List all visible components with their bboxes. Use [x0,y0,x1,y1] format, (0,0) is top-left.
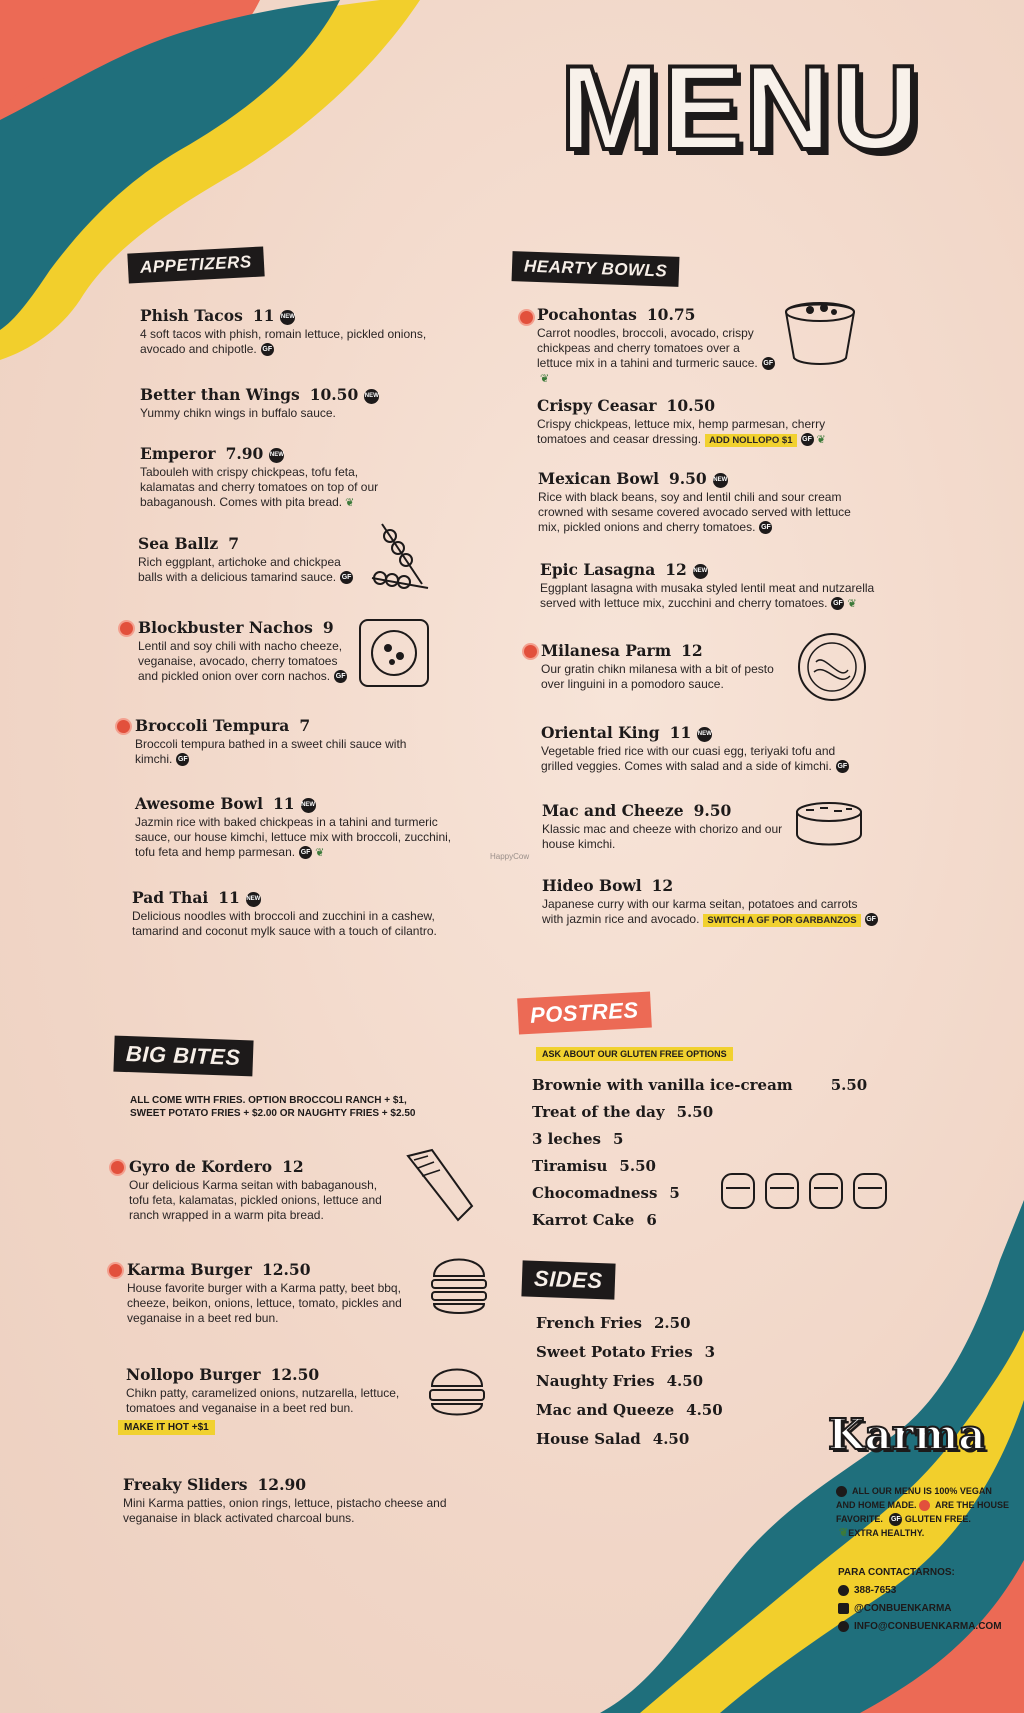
item-desc: Our delicious Karma seitan with babaganoush, tofu feta, kalamatas, pickled onions, lettuce and ranch wrapped in a warm pita bread. [129,1178,382,1222]
gluten-free-icon: GF [801,433,814,446]
new-badge-icon: NEW [246,892,261,907]
item-price: 12.50 [270,1365,320,1384]
house-favorite-icon [524,645,537,658]
dessert-item [532,1184,680,1202]
item-name: Tiramisu [532,1157,608,1175]
item-name: Crispy Ceasar [537,396,657,415]
gluten-free-icon: GF [762,357,775,370]
new-badge-icon: NEW [693,564,708,579]
item-price: 3 [704,1343,716,1361]
menu-item-oriental-king [541,723,871,774]
item-price: 12 [665,560,687,579]
item-name: Milanesa Parm [541,641,672,660]
item-desc: Rice with black beans, soy and lentil chili and sour cream crowned with sesame covered avocado served with lettuce mix, pickled onions and cherry tomatoes. [538,490,851,534]
dessert-item [532,1211,657,1229]
menu-item-phish-tacos [140,306,470,357]
item-price: 5 [612,1130,624,1148]
menu-item-crispy-ceasar [537,396,867,448]
item-name: Sweet Potato Fries [536,1343,693,1361]
item-price: 2.50 [653,1314,691,1332]
item-desc: Vegetable fried rice with our cuasi egg, teriyaki tofu and grilled veggies. Comes with salad and a side of kimchi. [541,744,836,773]
item-name: Karma Burger [127,1260,252,1279]
item-name: Awesome Bowl [135,794,263,813]
item-desc: Jazmin rice with baked chickpeas in a tahini and turmeric sauce, our house kimchi, lettuce mix with broccoli, zucchini, tofu feta and hemp parmesan. [135,815,452,859]
item-price: 4.50 [686,1401,723,1419]
leaf-icon: ❦ [839,1527,849,1540]
item-desc: Broccoli tempura bathed in a sweet chili sauce with kimchi. [135,737,407,766]
item-name: Nollopo Burger [126,1365,261,1384]
item-price: 7 [299,716,311,735]
item-desc: Chikn patty, caramelized onions, nutzarella, lettuce, tomatoes and veganaise in a beet red bun. [126,1386,400,1415]
new-badge-icon: NEW [697,727,712,742]
item-name: Mac and Queeze [536,1401,675,1419]
side-item [536,1343,715,1361]
item-name: Hideo Bowl [542,876,642,895]
house-favorite-icon [117,720,130,733]
menu-item-karma-burger [127,1260,457,1326]
item-price: 11 [218,888,240,907]
item-name: House Salad [536,1430,641,1448]
skewer-balls-icon [368,520,434,592]
instagram-handle: @CONBUENKARMA [854,1603,952,1614]
item-price: 12.50 [261,1260,311,1279]
legend-line-2: AND HOME MADE. [836,1500,917,1510]
item-price: 6 [646,1211,657,1229]
gluten-free-icon: GF [889,1513,902,1526]
side-item [536,1372,703,1390]
sides-label: SIDES [521,1260,615,1299]
item-price: 9.50 [693,801,732,820]
item-desc: Delicious noodles with broccoli and zucchini in a cashew, tamarind and coconut mylk sauce with a touch of cilantro. [132,909,437,938]
new-badge-icon: NEW [713,473,728,488]
gluten-free-icon: GF [836,760,849,773]
gluten-free-icon: GF [865,913,878,926]
big-bites-note-line-1: ALL COME WITH FRIES. OPTION BROCCOLI RANCH + $1, [130,1095,407,1106]
house-favorite-icon [919,1500,930,1511]
side-item [536,1314,691,1332]
item-desc: Our gratin chikn milanesa with a bit of pesto over linguini in a pomodoro sauce. [541,662,774,691]
item-name: Karrot Cake [532,1211,635,1229]
leaf-icon: ❦ [816,434,826,446]
item-desc: Japanese curry with our karma seitan, potatoes and carrots with jazmin rice and avocado. [542,897,858,926]
add-on-note: SWITCH A GF POR GARBANZOS [703,914,860,927]
house-favorite-icon [109,1264,122,1277]
gluten-free-icon: GF [340,571,353,584]
menu-item-emperor [140,444,470,511]
item-price: 5.50 [676,1103,714,1121]
item-price: 11 [273,794,295,813]
burger-icon [428,1362,486,1420]
item-name: Sea Ballz [138,534,219,553]
contact-label: PARA CONTACTARNOS: [838,1567,955,1578]
mac-bowl-icon [794,800,864,852]
phone-number: 388-7653 [854,1585,897,1596]
dessert-jars-icon [720,1168,888,1210]
item-desc: Rich eggplant, artichoke and chickpea balls with a delicious tamarind sauce. [138,555,341,584]
gluten-free-icon: GF [334,670,347,683]
item-desc: Lentil and soy chili with nacho cheeze, veganaise, avocado, cherry tomatoes and pickled onion over corn nachos. [138,639,343,683]
gluten-free-icon: GF [176,753,189,766]
menu-item-nollopo-burger [126,1365,456,1416]
wrap-icon [402,1146,476,1224]
menu-item-freaky-sliders [123,1475,453,1526]
item-price: 5.50 [619,1157,656,1175]
bowl-icon [780,292,860,368]
menu-item-epic-lasagna [540,560,875,612]
gluten-free-icon: GF [261,343,274,356]
item-name: 3 leches [532,1130,601,1148]
item-name: Broccoli Tempura [135,716,290,735]
legend-line-4: FAVORITE. [836,1514,883,1524]
menu-item-better-than-wings [140,385,470,421]
watermark: HappyCow [490,852,530,861]
item-name: Phish Tacos [140,306,243,325]
legend-line-5: GLUTEN FREE. [904,1514,971,1524]
item-name: Better than Wings [140,385,300,404]
dessert-item [532,1157,656,1175]
legend-line-6: EXTRA HEALTHY. [848,1528,925,1539]
house-favorite-icon [520,311,533,324]
item-price: 7 [228,534,240,553]
item-price: 5 [669,1184,680,1202]
item-price: 10.50 [309,385,359,404]
item-price: 9 [322,618,334,637]
house-favorite-icon [120,622,133,635]
email-icon [838,1621,849,1632]
item-price: 10.75 [646,305,696,324]
item-name: Blockbuster Nachos [138,618,313,637]
item-desc: House favorite burger with a Karma patty, beet bbq, cheeze, beikon, onions, lettuce, tomato, pickles and veganaise in a beet red bun. [127,1281,402,1325]
menu-title: MENU [560,41,922,175]
item-name: Brownie with vanilla ice-cream [532,1076,793,1094]
menu-item-awesome-bowl [135,794,465,861]
big-bites-note [130,1094,430,1120]
item-desc: Tabouleh with crispy chickpeas, tofu feta, kalamatas and cherry tomatoes on top of our babaganoush. Comes with pita bread. [140,465,379,509]
menu-item-mexican-bowl [538,469,868,535]
hearty-bowls-label: HEARTY BOWLS [512,251,680,287]
item-price: 5.50 [830,1076,868,1094]
item-price: 12 [651,876,674,895]
gluten-free-options-note: ASK ABOUT OUR GLUTEN FREE OPTIONS [536,1047,733,1061]
gluten-free-icon: GF [759,521,772,534]
burger-icon [430,1250,488,1320]
dessert-item [532,1130,623,1148]
item-desc: 4 soft tacos with phish, romain lettuce, pickled onions, avocado and chipotle. [140,327,427,356]
item-name: Emperor [140,444,216,463]
side-item [536,1401,723,1419]
item-price: 11 [252,306,275,325]
new-badge-icon: NEW [269,448,284,463]
item-name: Oriental King [541,723,660,742]
leaf-icon: ❦ [315,847,325,859]
instagram-icon [838,1603,849,1614]
item-name: Gyro de Kordero [129,1157,273,1176]
make-it-hot-note: MAKE IT HOT +$1 [118,1420,215,1435]
postres-label: POSTRES [517,992,651,1035]
dessert-item [532,1076,867,1094]
item-price: 4.50 [666,1372,704,1390]
item-name: Chocomadness [532,1184,658,1202]
item-desc: Klassic mac and cheeze with chorizo and our house kimchi. [542,822,783,851]
pasta-plate-icon [796,632,868,702]
big-bites-label: BIG BITES [113,1036,253,1077]
house-favorite-icon [111,1161,124,1174]
nachos-icon [358,618,430,688]
item-price: 12 [681,641,703,660]
item-desc: Crispy chickpeas, lettuce mix, hemp parmesan, cherry tomatoes and ceasar dressing. [537,417,826,446]
menu-item-hideo-bowl [542,876,876,928]
dessert-item [532,1103,713,1121]
item-desc: Eggplant lasagna with musaka styled lentil meat and nutzarella served with lettuce mix, zucchini and cherry tomatoes. [540,581,875,610]
legend-line-3: ARE THE HOUSE [935,1500,1010,1510]
add-on-note: ADD NOLLOPO $1 [705,434,796,447]
item-desc: Mini Karma patties, onion rings, lettuce, pistacho cheese and veganaise in black activated charcoal buns. [123,1496,447,1525]
item-name: Pocahontas [537,305,637,324]
item-name: Mac and Cheeze [542,801,684,820]
item-name: Naughty Fries [536,1372,655,1390]
item-desc: Carrot noodles, broccoli, avocado, crispy chickpeas and cherry tomatoes over a lettuce mix in a tahini and turmeric sauce. [537,326,758,370]
appetizers-label: APPETIZERS [127,246,264,283]
item-price: 10.50 [666,396,716,415]
new-badge-icon: NEW [301,798,316,813]
leaf-icon: ❦ [847,598,857,610]
new-badge-icon: NEW [364,389,379,404]
leaf-icon: ❦ [345,497,355,509]
side-item [536,1430,689,1448]
item-price: 12 [282,1157,304,1176]
menu-item-broccoli-tempura [135,716,465,767]
legend-line-1: ALL OUR MENU IS 100% VEGAN [852,1486,992,1496]
item-price: 12.90 [257,1475,307,1494]
legend [836,1484,1016,1540]
item-price: 7.90 [225,444,264,463]
leaf-icon: ❦ [540,373,550,385]
item-price: 11 [669,723,692,742]
email-address: INFO@CONBUENKARMA.COM [854,1621,1002,1632]
big-bites-note-line-2: SWEET POTATO FRIES + $2.00 OR NAUGHTY FRIES + $2.50 [130,1108,416,1119]
phone-icon [838,1585,849,1596]
vegan-icon [836,1486,847,1497]
item-name: Freaky Sliders [123,1475,248,1494]
item-name: Pad Thai [132,888,209,907]
item-price: 4.50 [652,1430,690,1448]
gluten-free-icon: GF [831,597,844,610]
item-name: Mexican Bowl [538,469,659,488]
item-name: Treat of the day [532,1103,665,1121]
item-price: 9.50 [668,469,707,488]
item-desc: Yummy chikn wings in buffalo sauce. [140,406,336,420]
item-name: French Fries [536,1314,642,1332]
new-badge-icon: NEW [280,310,295,325]
karma-logo: Karma [828,1410,986,1459]
item-name: Epic Lasagna [540,560,656,579]
contact-info [838,1564,1002,1636]
menu-item-pad-thai [132,888,462,939]
gluten-free-icon: GF [299,846,312,859]
